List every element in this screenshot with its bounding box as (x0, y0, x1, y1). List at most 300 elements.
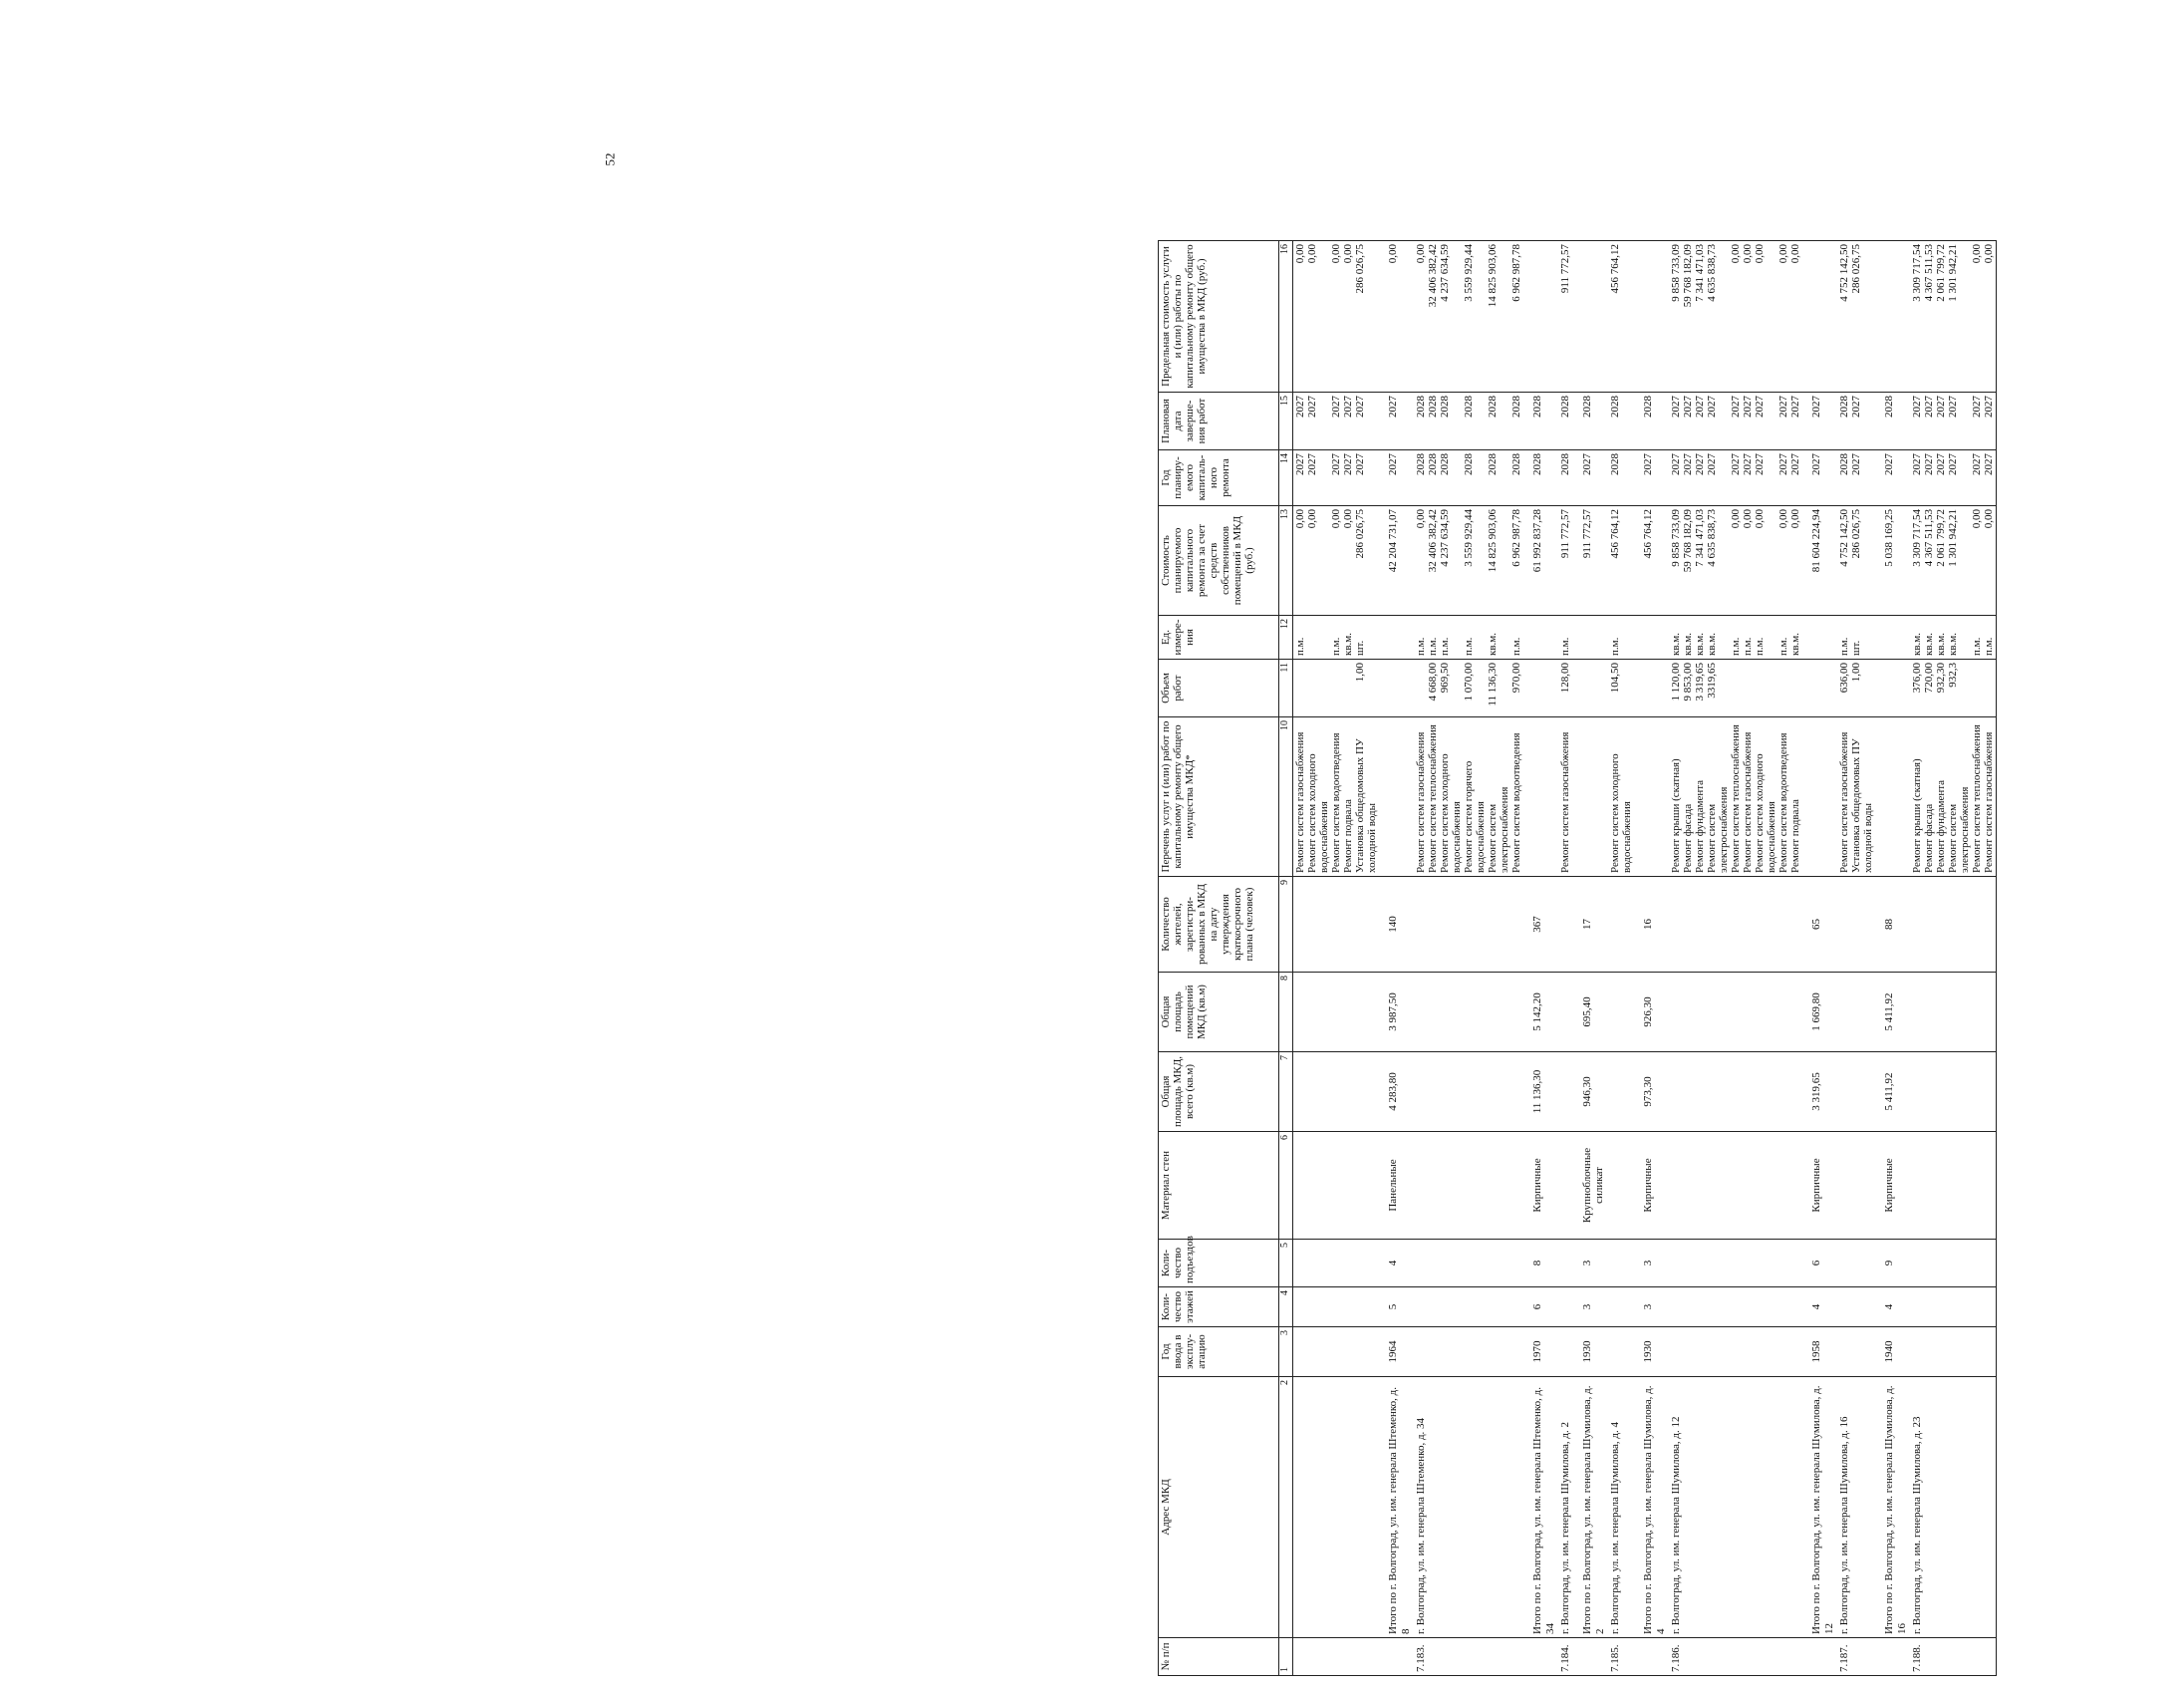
work-name: Ремонт фасада (1923, 803, 1935, 873)
entrances: 6 (1802, 1240, 1837, 1287)
item-number (1573, 1638, 1608, 1676)
work-volume (1730, 663, 1742, 713)
work-unit: шт. (1354, 640, 1366, 656)
column-header-6: Материал стен (1159, 1132, 1279, 1240)
entrances: 8 (1523, 1240, 1558, 1287)
rooms-area (1558, 973, 1573, 1052)
entrances (1414, 1240, 1523, 1287)
work-volume-list (1414, 660, 1523, 717)
work-volume (1573, 660, 1608, 717)
work-volume (1742, 663, 1754, 713)
work-unit: п.м. (1427, 637, 1439, 656)
work-name: Ремонт систем газоснабжения (1838, 731, 1850, 873)
wall-material (1669, 1132, 1802, 1240)
total-area: 11 136,30 (1523, 1052, 1558, 1132)
address: Итого по г. Волгоград, ул. им. генерала Шумилова, д. 4 (1634, 1377, 1669, 1638)
wall-material (1558, 1132, 1573, 1240)
work-unit: п.м. (1777, 637, 1789, 656)
repair-year: 2027 (1802, 450, 1837, 506)
floors (1414, 1287, 1523, 1327)
work-end-year-list (1837, 393, 1875, 450)
work-year: 2027 (1971, 453, 1983, 475)
work-end-year: 2028 (1463, 396, 1475, 418)
wall-material (1837, 1132, 1875, 1240)
column-number-16: 16 (1279, 241, 1293, 393)
work-unit (1573, 616, 1608, 660)
work-unit (1802, 616, 1837, 660)
year-built: 1964 (1379, 1327, 1414, 1377)
work-end-year: 2027 (1670, 396, 1682, 418)
column-header-14: Год планиру-емого капиталь-ного ремонта (1159, 450, 1279, 506)
work-cost: 2 061 799,72 (1935, 509, 1947, 567)
year-built (1293, 1327, 1380, 1377)
work-name: Ремонт систем теплоснабжения (1971, 724, 1983, 873)
total-area: 5 411,92 (1875, 1052, 1910, 1132)
total-cost: 5 038 169,25 (1875, 506, 1910, 616)
work-max-cost-list (1293, 241, 1380, 393)
total-cost: 81 604 224,94 (1802, 506, 1837, 616)
work-volume: 1 120,00 (1670, 663, 1682, 702)
work-cost: 911 772,57 (1559, 509, 1571, 559)
work-volume-list (1293, 660, 1380, 717)
rooms-area: 3 987,50 (1379, 973, 1414, 1052)
rooms-area: 695,40 (1573, 973, 1608, 1052)
column-header-2: Адрес МКД (1159, 1377, 1279, 1638)
work-max-cost: 0,00 (1789, 244, 1801, 264)
column-number-10: 10 (1279, 717, 1293, 877)
address: Итого по г. Волгоград, ул. им. генерала Штеменко, д. 8 (1379, 1377, 1414, 1638)
header-row (1159, 241, 1279, 1676)
work-end-year: 2028 (1510, 396, 1522, 418)
work-volume (1306, 663, 1330, 713)
work-cost: 0,00 (1730, 509, 1742, 529)
work-name (1875, 717, 1910, 877)
residents (1293, 877, 1380, 973)
work-volume (1523, 660, 1558, 717)
work-end-year: 2027 (1923, 396, 1935, 418)
floors: 3 (1634, 1287, 1669, 1327)
work-year: 2027 (1342, 453, 1354, 475)
work-end-year: 2027 (1682, 396, 1694, 418)
work-unit-list (1558, 616, 1573, 660)
item-number: 7.185. (1608, 1638, 1634, 1676)
entrances (1608, 1240, 1634, 1287)
work-end-year: 2027 (1911, 396, 1923, 418)
max-cost (1573, 241, 1608, 393)
work-unit: п.м. (1463, 637, 1475, 656)
work-name: Ремонт фундамента (1935, 779, 1947, 873)
work-cost: 4 635 838,73 (1706, 509, 1718, 567)
work-name: Ремонт систем холодного водоснабжения (1754, 753, 1777, 873)
work-cost: 286 026,75 (1850, 509, 1862, 559)
work-name (1634, 717, 1669, 877)
work-cost: 3 309 717,54 (1911, 509, 1923, 567)
address: г. Волгоград, ул. им. генерала Шумилова, д. 23 (1910, 1377, 1997, 1638)
work-name-list (1910, 717, 1997, 877)
work-unit: п.м. (1330, 637, 1342, 656)
total-cost: 911 772,57 (1573, 506, 1608, 616)
work-year-list (1414, 450, 1523, 506)
column-number-1: 1 (1279, 1638, 1293, 1676)
repair-year: 2027 (1379, 450, 1414, 506)
work-cost-list (1669, 506, 1802, 616)
work-volume-list (1608, 660, 1634, 717)
work-end-year: 2028 (1415, 396, 1427, 418)
year-built: 1940 (1875, 1327, 1910, 1377)
entrances (1910, 1240, 1997, 1287)
wall-material: Крупноблочные силикат (1573, 1132, 1608, 1240)
works-row (1608, 241, 1634, 1676)
work-volume: 104,50 (1609, 663, 1621, 694)
entrances (1837, 1240, 1875, 1287)
work-cost: 286 026,75 (1354, 509, 1366, 559)
wall-material (1608, 1132, 1634, 1240)
work-cost: 0,00 (1342, 509, 1354, 529)
rooms-area (1608, 973, 1634, 1052)
work-year: 2027 (1754, 453, 1766, 475)
total-area (1414, 1052, 1523, 1132)
residents (1558, 877, 1573, 973)
work-end-year: 2027 (1694, 396, 1706, 418)
work-name-list (1558, 717, 1573, 877)
work-max-cost: 286 026,75 (1354, 244, 1366, 294)
rooms-area: 5 142,20 (1523, 973, 1558, 1052)
work-cost-list (1837, 506, 1875, 616)
wall-material (1293, 1132, 1380, 1240)
work-cost: 0,00 (1983, 509, 1995, 529)
works-row (1837, 241, 1875, 1676)
work-end-year: 2027 (1947, 396, 1959, 418)
max-cost (1875, 241, 1910, 393)
column-number-5: 5 (1279, 1240, 1293, 1287)
column-header-11: Объем работ (1159, 660, 1279, 717)
work-cost-list (1608, 506, 1634, 616)
work-year: 2027 (1911, 453, 1923, 475)
work-unit: п.м. (1730, 637, 1742, 656)
work-name: Ремонт систем электроснабжения (1487, 786, 1510, 873)
work-year: 2027 (1706, 453, 1718, 475)
work-year: 2027 (1923, 453, 1935, 475)
work-name (1573, 717, 1608, 877)
address: Итого по г. Волгоград, ул. им. генерала Шумилова, д. 16 (1875, 1377, 1910, 1638)
total-area (1558, 1052, 1573, 1132)
work-max-cost: 3 559 929,44 (1463, 244, 1475, 302)
work-volume-list (1669, 660, 1802, 717)
work-year: 2028 (1427, 453, 1439, 475)
year-built: 1930 (1634, 1327, 1669, 1377)
work-name: Ремонт систем газоснабжения (1983, 731, 1995, 873)
work-end-year: 2027 (1354, 396, 1366, 418)
rooms-area (1414, 973, 1523, 1052)
work-end-year-list (1669, 393, 1802, 450)
work-volume-list (1910, 660, 1997, 717)
work-volume (1379, 660, 1414, 717)
work-max-cost: 0,00 (1342, 244, 1354, 264)
work-volume-list (1837, 660, 1875, 717)
floors: 3 (1573, 1287, 1608, 1327)
work-year: 2027 (1789, 453, 1801, 475)
column-header-15: Плановая дата заверше-ния работ (1159, 393, 1279, 450)
wall-material: Кирпичные (1875, 1132, 1910, 1240)
work-volume: 3 319,65 (1694, 663, 1706, 702)
work-unit: п.м. (1439, 637, 1451, 656)
year-built (1608, 1327, 1634, 1377)
work-name: Ремонт систем водоотведения (1777, 732, 1789, 873)
repair-year: 2027 (1573, 450, 1608, 506)
work-year: 2027 (1682, 453, 1694, 475)
work-name: Ремонт систем водоотведения (1330, 732, 1342, 873)
residents: 140 (1379, 877, 1414, 973)
total-row (1523, 241, 1558, 1676)
work-unit: п.м. (1754, 637, 1766, 656)
work-max-cost-list (1414, 241, 1523, 393)
work-volume (1754, 663, 1777, 713)
end-year: 2028 (1875, 393, 1910, 450)
work-year: 2027 (1694, 453, 1706, 475)
wall-material: Кирпичные (1634, 1132, 1669, 1240)
total-row (1875, 241, 1910, 1676)
end-year: 2028 (1634, 393, 1669, 450)
work-max-cost: 59 768 182,09 (1682, 244, 1694, 308)
work-volume: 720,00 (1923, 663, 1935, 694)
address: Итого по г. Волгоград, ул. им. генерала Штеменко, д. 34 (1523, 1377, 1558, 1638)
residents: 65 (1802, 877, 1837, 973)
work-unit (1523, 616, 1558, 660)
total-row (1802, 241, 1837, 1676)
work-max-cost: 32 406 382,42 (1427, 244, 1439, 308)
work-volume: 9 853,00 (1682, 663, 1694, 702)
total-area: 946,30 (1573, 1052, 1608, 1132)
column-number-7: 7 (1279, 1052, 1293, 1132)
work-name-list (1669, 717, 1802, 877)
residents (1669, 877, 1802, 973)
work-cost: 0,00 (1415, 509, 1427, 529)
work-volume: 128,00 (1559, 663, 1571, 694)
total-area: 4 283,80 (1379, 1052, 1414, 1132)
column-header-9: Количество жителей, зарегистри-рованных в МКД на дату утверждения краткосрочного плана (человек) (1159, 877, 1279, 973)
column-header-7: Общая площадь МКД, всего (кв.м) (1159, 1052, 1279, 1132)
floors (1837, 1287, 1875, 1327)
work-max-cost: 0,00 (1415, 244, 1427, 264)
work-cost: 9 858 733,09 (1670, 509, 1682, 567)
floors (1608, 1287, 1634, 1327)
work-max-cost: 6 962 987,78 (1510, 244, 1522, 302)
work-end-year: 2027 (1706, 396, 1718, 418)
work-name (1523, 717, 1558, 877)
work-cost: 59 768 182,09 (1682, 509, 1694, 573)
work-year: 2027 (1777, 453, 1789, 475)
work-volume: 969,50 (1439, 663, 1451, 694)
work-max-cost: 0,00 (1971, 244, 1983, 264)
work-max-cost-list (1837, 241, 1875, 393)
address: Итого по г. Волгоград, ул. им. генерала Шумилова, д. 12 (1802, 1377, 1837, 1638)
work-volume (1789, 663, 1801, 713)
item-number: 7.184. (1558, 1638, 1573, 1676)
work-end-year: 2027 (1730, 396, 1742, 418)
year-built: 1958 (1802, 1327, 1837, 1377)
work-volume: 970,00 (1510, 663, 1522, 694)
work-cost: 6 962 987,78 (1510, 509, 1522, 567)
work-max-cost: 0,00 (1777, 244, 1789, 264)
work-volume (1802, 660, 1837, 717)
end-year: 2028 (1523, 393, 1558, 450)
residents (1910, 877, 1997, 973)
item-number (1293, 1638, 1380, 1676)
total-row (1379, 241, 1414, 1676)
work-cost: 4 367 511,53 (1923, 509, 1935, 567)
work-end-year: 2028 (1487, 396, 1499, 418)
work-name: Ремонт крыши (скатная) (1911, 758, 1923, 873)
rooms-area: 926,30 (1634, 973, 1669, 1052)
work-max-cost: 0,00 (1742, 244, 1754, 264)
work-end-year-list (1608, 393, 1634, 450)
work-unit: п.м. (1294, 637, 1306, 656)
work-max-cost-list (1608, 241, 1634, 393)
page-number: 52 (602, 152, 618, 166)
work-max-cost: 0,00 (1754, 244, 1766, 264)
work-unit: п.м. (1559, 637, 1571, 656)
work-max-cost: 0,00 (1294, 244, 1306, 264)
work-name (1379, 717, 1414, 877)
repair-year: 2027 (1634, 450, 1669, 506)
floors (1293, 1287, 1380, 1327)
column-number-4: 4 (1279, 1287, 1293, 1327)
work-name-list (1608, 717, 1634, 877)
work-name-list (1414, 717, 1523, 877)
work-volume: 636,00 (1838, 663, 1850, 694)
work-volume: 1,00 (1354, 663, 1366, 683)
work-end-year: 2028 (1559, 396, 1571, 418)
work-year: 2028 (1487, 453, 1499, 475)
repair-year: 2028 (1523, 450, 1558, 506)
work-volume (1875, 660, 1910, 717)
work-cost: 0,00 (1777, 509, 1789, 529)
work-name: Установка общедомовых ПУ холодной воды (1850, 738, 1874, 873)
item-number: 7.186. (1669, 1638, 1802, 1676)
work-unit: кв.м. (1670, 633, 1682, 656)
work-unit: кв.м. (1789, 633, 1801, 656)
work-name-list (1293, 717, 1380, 877)
residents (1608, 877, 1634, 973)
work-end-year: 2027 (1342, 396, 1354, 418)
total-cost: 42 204 731,07 (1379, 506, 1414, 616)
wall-material (1910, 1132, 1997, 1240)
column-header-3: Год ввода в эксплу-атацию (1159, 1327, 1279, 1377)
year-built (1910, 1327, 1997, 1377)
column-header-16: Предельная стоимость услуги и (или) работы по капитальному ремонту общего имущества в МКД (руб.) (1159, 241, 1279, 393)
work-unit: кв.м. (1694, 633, 1706, 656)
column-header-1: № п/п (1159, 1638, 1279, 1676)
column-number-row (1279, 241, 1293, 1676)
work-max-cost: 286 026,75 (1850, 244, 1862, 294)
item-number (1523, 1638, 1558, 1676)
work-name: Установка общедомовых ПУ холодной воды (1354, 738, 1378, 873)
total-cost: 61 992 837,28 (1523, 506, 1558, 616)
work-volume-list (1558, 660, 1573, 717)
work-max-cost: 456 764,12 (1609, 244, 1621, 294)
work-cost: 7 341 471,03 (1694, 509, 1706, 567)
address: г. Волгоград, ул. им. генерала Шумилова, д. 4 (1608, 1377, 1634, 1638)
floors (1669, 1287, 1802, 1327)
max-cost (1802, 241, 1837, 393)
year-built: 1970 (1523, 1327, 1558, 1377)
work-year: 2028 (1559, 453, 1571, 475)
work-cost-list (1558, 506, 1573, 616)
work-year-list (1558, 450, 1573, 506)
work-end-year: 2027 (1971, 396, 1983, 418)
work-cost-list (1910, 506, 1997, 616)
works-row (1910, 241, 1997, 1676)
work-unit (1634, 616, 1669, 660)
work-unit (1875, 616, 1910, 660)
work-name: Ремонт фасада (1682, 803, 1694, 873)
column-number-3: 3 (1279, 1327, 1293, 1377)
work-unit-list (1669, 616, 1802, 660)
work-year: 2027 (1330, 453, 1342, 475)
work-unit: кв.м. (1923, 633, 1935, 656)
work-year: 2027 (1935, 453, 1947, 475)
floors (1558, 1287, 1573, 1327)
column-number-11: 11 (1279, 660, 1293, 717)
column-number-13: 13 (1279, 506, 1293, 616)
work-year: 2027 (1730, 453, 1742, 475)
work-unit: кв.м. (1682, 633, 1694, 656)
work-volume: 1 070,00 (1463, 663, 1475, 702)
column-header-8: Общая площадь помещений МКД (кв.м) (1159, 973, 1279, 1052)
work-max-cost-list (1669, 241, 1802, 393)
address: г. Волгоград, ул. им. генерала Шумилова, д. 2 (1558, 1377, 1573, 1638)
work-name: Ремонт систем газоснабжения (1294, 731, 1306, 873)
work-end-year: 2028 (1609, 396, 1621, 418)
works-row (1558, 241, 1573, 1676)
year-built: 1930 (1573, 1327, 1608, 1377)
residents: 16 (1634, 877, 1669, 973)
work-cost: 32 406 382,42 (1427, 509, 1439, 573)
floors: 6 (1523, 1287, 1558, 1327)
work-max-cost: 1 301 942,21 (1947, 244, 1959, 302)
work-unit: п.м. (1742, 637, 1754, 656)
rooms-area (1669, 973, 1802, 1052)
entrances (1558, 1240, 1573, 1287)
floors (1910, 1287, 1997, 1327)
work-volume (1634, 660, 1669, 717)
work-end-year: 2027 (1935, 396, 1947, 418)
works-row (1669, 241, 1802, 1676)
entrances: 3 (1573, 1240, 1608, 1287)
column-number-9: 9 (1279, 877, 1293, 973)
work-max-cost: 4 367 511,53 (1923, 244, 1935, 302)
works-row (1293, 241, 1380, 1676)
work-unit-list (1608, 616, 1634, 660)
work-end-year: 2027 (1306, 396, 1318, 418)
work-max-cost: 911 772,57 (1559, 244, 1571, 294)
work-max-cost: 7 341 471,03 (1694, 244, 1706, 302)
work-cost: 0,00 (1330, 509, 1342, 529)
work-end-year-list (1910, 393, 1997, 450)
column-header-4: Коли-чество этажей (1159, 1287, 1279, 1327)
work-volume: 932,3 (1947, 663, 1959, 688)
work-volume (1330, 663, 1342, 713)
total-area: 973,30 (1634, 1052, 1669, 1132)
end-year: 2027 (1802, 393, 1837, 450)
work-end-year: 2027 (1789, 396, 1801, 418)
item-number: 7.183. (1414, 1638, 1523, 1676)
work-year-list (1910, 450, 1997, 506)
work-volume (1294, 663, 1306, 713)
work-max-cost: 9 858 733,09 (1670, 244, 1682, 302)
work-unit: п.м. (1838, 637, 1850, 656)
work-year: 2027 (1983, 453, 1995, 475)
